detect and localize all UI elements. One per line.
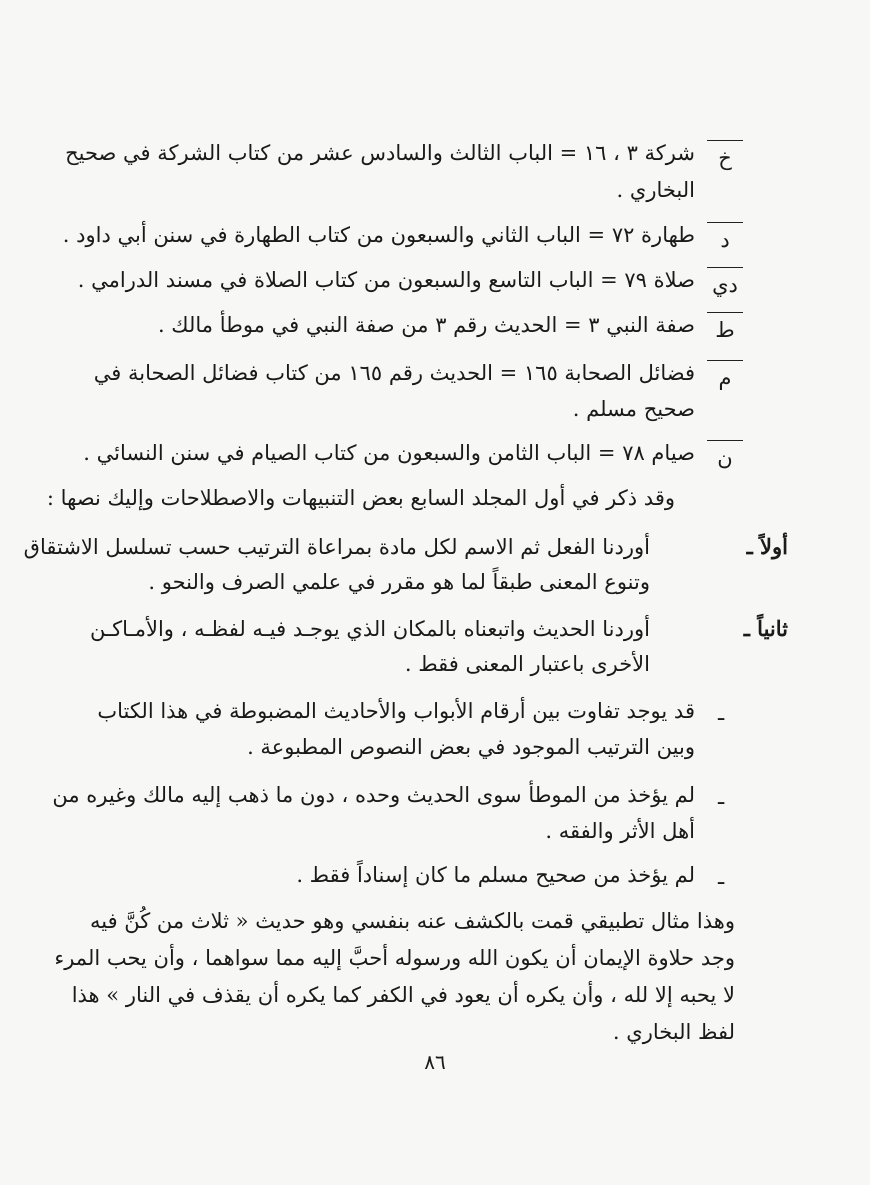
abbrev-text-line: صفة النبي ٣ = الحديث رقم ٣ من صفة النبي في موطأ مالك . (157, 313, 695, 337)
abbrev-text-line: شركة ٣ ، ١٦ = الباب الثالث والسادس عشر من كتاب الشركة في صحيح (65, 141, 695, 165)
dash-note-line: لم يؤخذ من صحيح مسلم ما كان إسناداً فقط . (296, 863, 695, 887)
page-number: ٨٦ (424, 1050, 446, 1074)
paragraph-line: لفظ البخاري . (612, 1020, 735, 1044)
intro-text: وقد ذكر في أول المجلد السابع بعض التنبيهات والاصطلاحات وإليك نصها : (46, 486, 675, 510)
abbrev-text-line: صلاة ٧٩ = الباب التاسع والسبعون من كتاب الصلاة في مسند الدرامي . (77, 268, 695, 292)
dash-note-line: وبين الترتيب الموجود في بعض النصوص المطبوعة . (247, 735, 695, 759)
note-marker: ثانياً ـ (743, 616, 788, 641)
abbrev-text-line: طهارة ٧٢ = الباب الثاني والسبعون من كتاب الطهارة في سنن أبي داود . (62, 223, 695, 247)
dash-marker: ـ (718, 785, 725, 809)
abbrev-text-line: البخاري . (616, 178, 695, 202)
abbrev-symbol: د (707, 222, 743, 255)
note-text-line: وتنوع المعنى طبقاً لما هو مقرر في علمي الصرف والنحو . (148, 570, 650, 594)
paragraph-line: وهذا مثال تطبيقي قمت بالكشف عنه بنفسي وهو حديث « ثلاث من كُنَّ فيه (89, 909, 735, 933)
dash-note-line: أهل الأثر والفقه . (545, 819, 695, 843)
abbrev-symbol: ط (707, 312, 743, 345)
abbrev-symbol: ن (707, 440, 743, 473)
abbrev-text-line: فضائل الصحابة ١٦٥ = الحديث رقم ١٦٥ من كتاب فضائل الصحابة في (93, 361, 695, 385)
paragraph-line: لا يحبه إلا لله ، وأن يكره أن يعود في الكفر كما يكره أن يقذف في النار » هذا (71, 983, 735, 1007)
abbrev-text-line: صحيح مسلم . (572, 397, 695, 421)
note-marker: أولاً ـ (746, 534, 788, 559)
dash-note-line: قد يوجد تفاوت بين أرقام الأبواب والأحاديث المضبوطة في هذا الكتاب (97, 699, 695, 723)
paragraph-line: وجد حلاوة الإيمان أن يكون الله ورسوله أحبَّ إليه مما سواهما ، وأن يحب المرء (54, 946, 735, 970)
dash-note-line: لم يؤخذ من الموطأ سوى الحديث وحده ، دون ما ذهب إليه مالك وغيره من (52, 783, 695, 807)
abbrev-text-line: صيام ٧٨ = الباب الثامن والسبعون من كتاب الصيام في سنن النسائي . (83, 441, 695, 465)
note-text-line: الأخرى باعتبار المعنى فقط . (404, 652, 650, 676)
dash-marker: ـ (718, 865, 725, 889)
abbrev-symbol: م (707, 360, 743, 393)
abbrev-symbol: دي (707, 267, 743, 300)
note-text-line: أوردنا الفعل ثم الاسم لكل مادة بمراعاة الترتيب حسب تسلسل الاشتقاق (23, 535, 650, 559)
dash-marker: ـ (718, 701, 725, 725)
abbrev-symbol: خ (707, 140, 743, 173)
note-text-line: أوردنا الحديث واتبعناه بالمكان الذي يوجـد فيـه لفظـه ، والأمـاكـن (90, 617, 650, 641)
